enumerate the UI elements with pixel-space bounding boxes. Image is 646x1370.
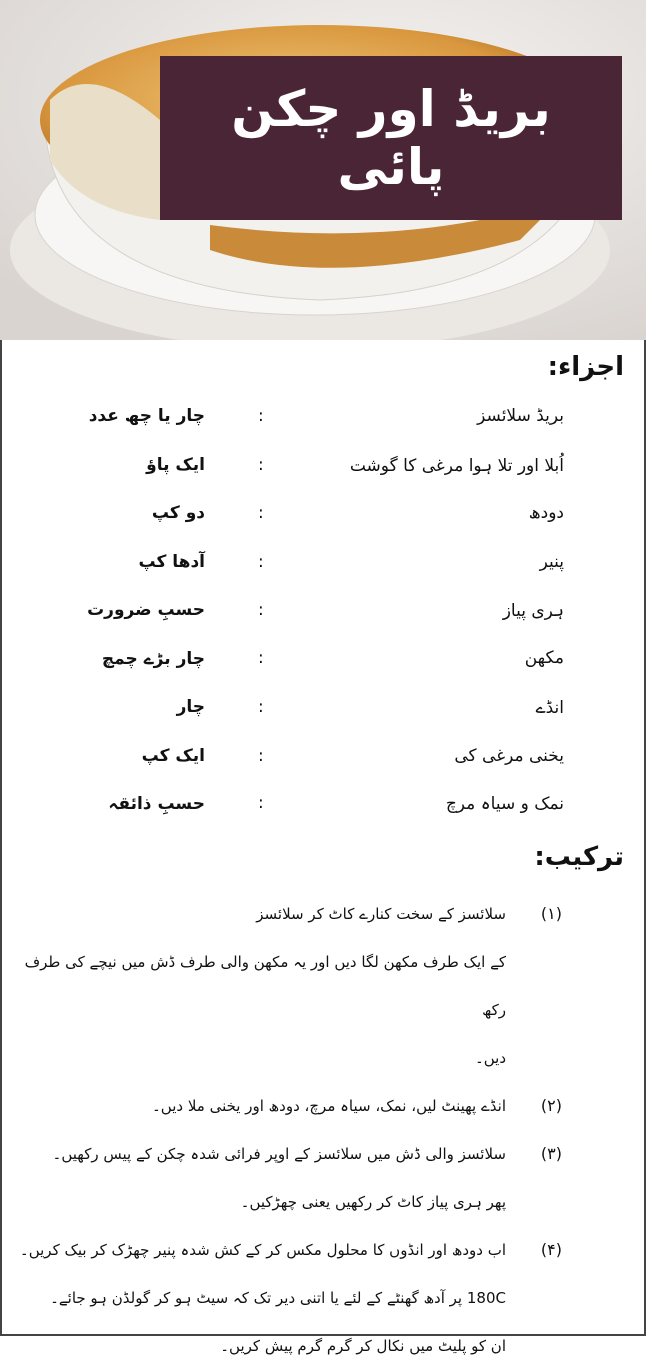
ingredient-name: یخنی مرغی کی [454,746,564,766]
ingredient-amount: چار [176,697,205,717]
method-step [16,1082,562,1130]
ingredient-name: پنیر [539,552,564,572]
ingredients-heading: اجزاء: [547,352,624,382]
method-step [16,1130,562,1226]
ingredient-separator: : [258,648,264,668]
ingredient-separator: : [258,793,264,813]
ingredient-separator: : [258,600,264,620]
step-text-line: انڈے پھینٹ لیں، نمک، سیاہ مرچ، دودھ اور یخنی ملا دیں۔ [152,1097,506,1115]
ingredient-amount: حسبِ ضرورت [87,600,205,620]
ingredient-amount: ایک پاؤ [146,455,205,475]
ingredient-separator: : [258,697,264,717]
ingredient-name: دودھ [528,503,564,523]
ingredient-amount: دو کپ [151,503,205,523]
method-heading: ترکیب: [534,842,624,872]
ingredient-amount: چار یا چھ عدد [88,406,205,426]
step-text-line: کے ایک طرف مکھن لگا دیں اور یہ مکھن والی طرف ڈش میں نیچے کی طرف رکھ [24,953,506,1019]
step-text-line: سلائسز کے سخت کنارے کاٹ کر سلائسز [256,905,506,923]
ingredient-separator: : [258,552,264,572]
ingredient-amount: ایک کپ [141,746,205,766]
step-number: (۴) [540,1240,562,1259]
title-banner [160,56,622,220]
step-text-line: 180C پر آدھ گھنٹے کے لئے یا اتنی دیر تک کہ سیٹ ہو کر گولڈن ہو جائے۔ [50,1289,506,1307]
ingredient-separator: : [258,406,264,426]
ingredient-amount: آدھا کپ [138,552,205,572]
method-step [16,1226,562,1370]
ingredient-amount: حسبِ ذائقہ [108,794,205,814]
method-step [16,890,562,1082]
step-number: (۱) [540,904,562,923]
step-number: (۲) [540,1096,562,1115]
step-text-line: پھر ہری پیاز کاٹ کر رکھیں یعنی چھڑکیں۔ [240,1193,506,1211]
step-text-line: سلائسز والی ڈش میں سلائسز کے اوپر فرائی شدہ چکن کے پیس رکھیں۔ [52,1145,506,1163]
ingredient-name: اُبلا اور تلا ہوا مرغی کا گوشت [349,456,564,476]
chicken-pie-photo [0,0,646,340]
ingredient-name: انڈے [535,698,564,718]
ingredient-separator: : [258,503,264,523]
ingredient-amount: چار بڑے چمچ [101,649,205,669]
ingredient-name: بریڈ سلائسز [477,406,564,426]
step-text-line: دیں۔ [474,1049,506,1067]
ingredient-separator: : [258,455,264,475]
step-number: (۳) [540,1144,562,1163]
method-steps [16,890,562,1370]
ingredient-name: نمک و سیاہ مرچ [445,794,564,814]
ingredient-separator: : [258,746,264,766]
ingredient-name: مکھن [524,648,564,668]
ingredient-name: ہری پیاز [502,601,564,621]
step-text-line: اب دودھ اور انڈوں کا محلول مکس کر کے کش شدہ پنیر چھڑک کر بیک کریں۔ [19,1241,506,1259]
step-text-line: ان کو پلیٹ میں نکال کر گرم گرم پیش کریں۔ [220,1337,506,1355]
recipe-title: بریڈ اور چکن پائی [231,80,551,196]
